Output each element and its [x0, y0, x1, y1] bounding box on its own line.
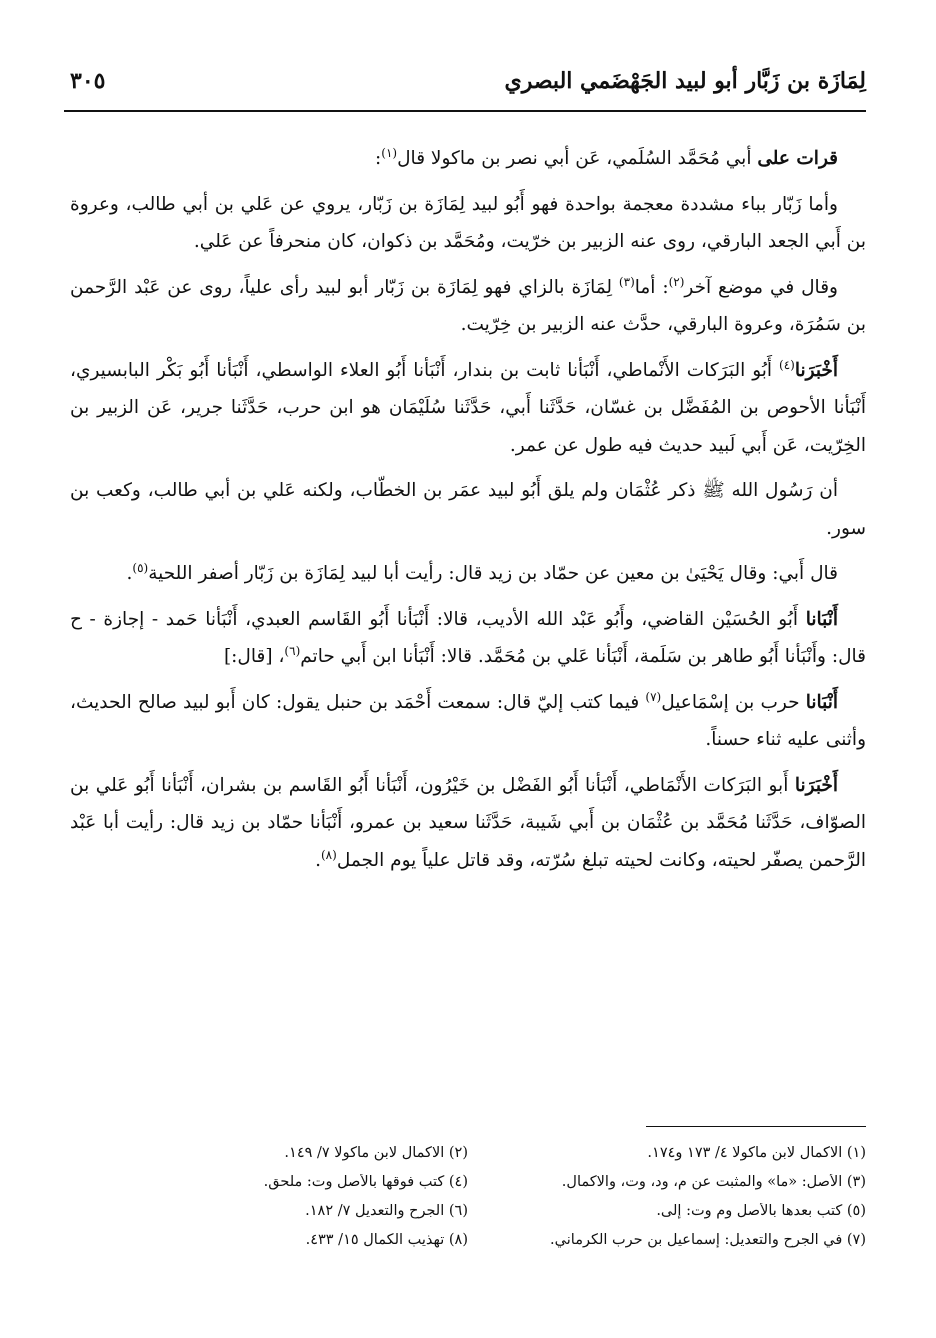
footnote-ref: (٥)	[132, 560, 149, 575]
paragraph: أَنْبَانا حرب بن إسْمَاعيل$^{(٧)}$ فيما كتب إليّ قال: سمعت أَحْمَد بن حنبل يقول: كان أَبو لبيد صالح الحديث، وأثنى عليه ثناء حسناً.	[70, 689, 866, 750]
paragraph: قرات على أبي مُحَمَّد السُلَمي، عَن أبي نصر بن ماكولا قال$^{(١)}$:	[375, 145, 838, 169]
page-number: ٣٠٥	[70, 68, 106, 94]
footnotes	[70, 1138, 866, 1254]
isnad-lead: أَنْبَانا	[805, 608, 838, 630]
isnad-lead: قرات على	[757, 148, 838, 169]
paragraph: قال أَبي: وقال يَحْيَىٰ بن معين عن حمّاد بن زيد قال: رأيت أبا لبيد لِمَازَة بن زَبّار أصفر اللحية$^{(٥)}$.	[126, 560, 838, 584]
footnote: (٥) كتب بعدها بالأصل وم وت: إلى.	[656, 1202, 866, 1219]
footnote-row	[70, 1225, 866, 1254]
footnote-ref: (٦)	[284, 643, 301, 658]
footnote: (٢) الاكمال لابن ماكولا ٧/ ١٤٩.	[284, 1144, 468, 1161]
paragraph: أن رَسُول الله ﷺ ذكر عُثْمَان ولم يلق أَبُو لبيد عمَر بن الخطّاب، ولكنه عَلي بن أبي طالب، وكعب بن سور.	[70, 480, 866, 539]
footnote: (٣) الأصل: «ما» والمثبت عن م، ود، وت، والاكمال.	[561, 1173, 866, 1190]
footnote-row	[70, 1196, 866, 1225]
footnote: (٧) في الجرح والتعديل: إسماعيل بن حرب الكرماني.	[550, 1231, 866, 1248]
footnote: (٨) تهذيب الكمال ١٥/ ٤٣٣.	[305, 1231, 468, 1248]
footnote-row	[70, 1138, 866, 1167]
footnote-ref: (٣)	[618, 274, 635, 289]
paragraph: وقال في موضع آخر$^{(٢)}$: أما$^{(٣)}$ لِمَازَة بالزاي فهو لِمَازَة بن زَبّار أبو لبيد رأى علياً، روى عن عَبْد الرَّحمن بن سَمُرَة، وعروة البارقي، حدَّث عنه الزبير بن خِرّيت.	[70, 274, 866, 335]
footnote: (١) الاكمال لابن ماكولا ٤/ ١٧٣ و١٧٤.	[647, 1144, 866, 1161]
footnote-ref: (١)	[381, 145, 398, 160]
footnote: (٤) كتب فوقها بالأصل وت: ملحق.	[263, 1173, 468, 1190]
footnote-ref: (٢)	[668, 274, 685, 289]
isnad-lead: أَخْبَرَنا	[794, 774, 838, 796]
main-text	[70, 140, 866, 887]
footnote: (٦) الجرح والتعديل ٧/ ١٨٢.	[305, 1202, 468, 1219]
paragraph: أَخْبَرَنا أَبو البَرَكات الأَنْمَاطي، أَنْبَأنا أَبُو الفَضْل بن خَيْرُون، أَنْبَأنا أَبُو القَاسم بن بشران، أَنْبَأنا أَبُو عَلي بن الصوّاف، حَدَّثَنا مُحَمَّد بن عُثْمَان بن أَبي شَيبة، حَدَّثَنا سعيد بن عمرو، أَنْبَأنا حمّاد بن زيد قال: رأيت أبا عَبْد الرَّحمن يصفّر لحيته، وكانت لحيته تبلغ سُرّته، وقد قاتل علياً يوم الجمل$^{(٨)}$.	[70, 774, 866, 871]
paragraph: وأما زَبّار بباء مشددة معجمة بواحدة فهو أَبُو لبيد لِمَازَة بن زَبّار، يروي عن عَلي بن أبي طالب، وعروة بن أَبي الجعد البارقي، روى عنه الزبير بن خرّيت، ومُحَمَّد بن ذكوان، كان منحرفاً عن عَلي.	[70, 193, 866, 252]
isnad-lead: أَخْبَرَنا	[794, 359, 838, 381]
footnote-ref: (٤)	[779, 357, 795, 372]
footnote-ref: (٨)	[320, 847, 337, 862]
isnad-lead: أَنْبَانا	[805, 691, 838, 713]
paragraph: أَنْبَانا أَبُو الحُسَيْن القاضي، وأَبُو عَبْد الله الأديب، قالا: أَنْبَأنا أَبُو القَاسم العبدي، أَنْبَأنا حَمد - إجازة - ح قال: وأَنْبَأنا أَبُو طاهر بن سَلَمة، أَنْبَأنا عَلي بن مُحَمَّد. قالا: أَنْبَأنا ابن أَبي حاتم$^{(٦)}$، [قال:]	[70, 608, 866, 667]
footnote-ref: (٧)	[645, 689, 662, 704]
page-header	[64, 60, 866, 112]
running-title: لِمَازَة بن زَبَّار أبو لبيد الجَهْضَمي البصري	[504, 68, 866, 94]
footnote-divider	[646, 1126, 866, 1127]
footnote-row	[70, 1167, 866, 1196]
paragraph: أَخْبَرَنا$^{(٤)}$ أَبُو البَرَكات الأَنْماطي، أَنْبَأنا ثابت بن بندار، أَنْبَأنا أَبُو العلاء الواسطي، أَنْبَأنا أَبُو بَكْر البابسيري، أَنْبَأنا الأحوص بن المُفَضَّل بن غسّان، حَدَّثَنا أَبي، حَدَّثَنا سُلَيْمَان هو ابن حرب، حَدَّثَنا جرير، عَن الزبير بن الخِرّيت، عَن أَبي لَبيد حديث فيه طول عن عمر.	[70, 357, 866, 456]
